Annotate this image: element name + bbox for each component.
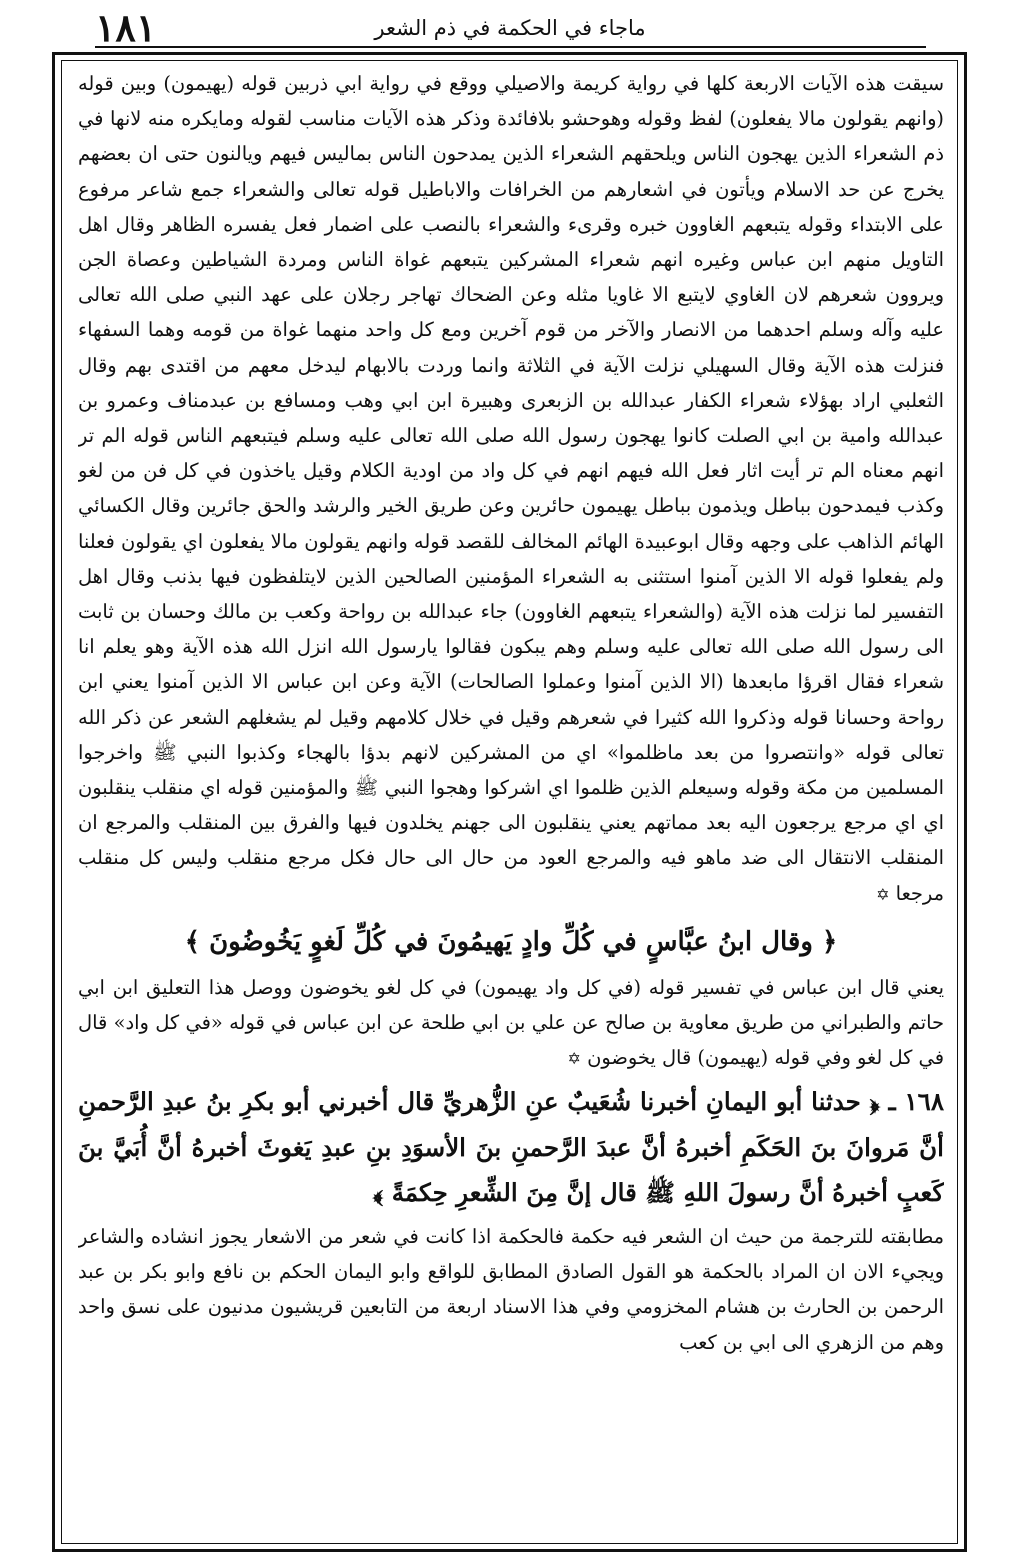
- bracket-close-icon: ﴾: [373, 1178, 384, 1208]
- heading-text: وقال ابنُ عبَّاسٍ في كُلِّ وادٍ يَهيمُونَ في كُلِّ لَغوٍ يَخُوضُونَ: [209, 926, 813, 957]
- commentary-paragraph-3: [78, 1219, 944, 1360]
- bracket-open-icon: ﴿: [821, 926, 838, 957]
- commentary-text-2: يعني قال ابن عباس في تفسير قوله (في كل واد يهيمون) في كل لغو يخوضون ووصل هذا التعليق ابن ابي حاتم والطبراني من طريق معاوية بن صالح عن علي بن ابي طلحة عن ابن عباس في قوله «في كل واد» قال في كل لغو وفي قوله (يهيمون) قال يخوضون: [78, 975, 944, 1070]
- hadith-block: ١٦٨ ـ ﴿ حدثنا أبو اليمانِ أخبرنا شُعَيبٌ عنِ الزُّهريِّ قال أخبرني أبو بكرِ بنُ عبدِ الرَّحمنِ أنَّ مَروانَ بنَ الحَكَمِ أخبرهُ أنَّ عبدَ الرَّحمنِ بنَ الأسوَدِ بنِ عبدِ يَغوثَ أخبرهُ أنَّ أُبَيَّ بنَ كَعبٍ أخبرهُ أنَّ رسولَ اللهِ ﷺ قال إنَّ مِنَ الشِّعرِ حِكمَةً ﴾: [78, 1087, 944, 1208]
- hadith-number: ١٦٨: [904, 1087, 944, 1117]
- section-heading: [78, 918, 944, 966]
- page-body: [78, 66, 944, 1536]
- header-rule: [95, 46, 926, 48]
- star-icon: ✡: [876, 884, 890, 904]
- commentary-text-3: مطابقته للترجمة من حيث ان الشعر فيه حكمة فالحكمة اذا كانت في شعر من الاشعار يجوز انشاده والشاعر ويجيء الان ان المراد بالحكمة هو القول الصادق المطابق للواقع وابو اليمان الحكم بن نافع وابو بكر بن عبد الرحمن بن الحارث بن هشام المخزومي وفي هذا الاسناد اربعة من التابعين قريشيون مدنيون على نسق واحد وهم من الزهري الى ابي بن كعب: [78, 1224, 944, 1354]
- page-header: [0, 0, 1021, 52]
- star-icon: ✡: [567, 1049, 581, 1069]
- commentary-paragraph: [78, 66, 944, 912]
- running-title: ماجاء في الحكمة في ذم الشعر: [374, 16, 646, 40]
- hadith-text: حدثنا أبو اليمانِ أخبرنا شُعَيبٌ عنِ الزُّهريِّ قال أخبرني أبو بكرِ بنُ عبدِ الرَّحمنِ أنَّ مَروانَ بنَ الحَكَمِ أخبرهُ أنَّ عبدَ الرَّحمنِ بنَ الأسوَدِ بنِ عبدِ يَغوثَ أخبرهُ أنَّ أُبَيَّ بنَ كَعبٍ أخبرهُ أنَّ رسولَ اللهِ ﷺ قال إنَّ مِنَ الشِّعرِ حِكمَةً: [78, 1087, 944, 1208]
- bracket-close-icon: ﴾: [184, 926, 200, 957]
- page-number: ١٨١: [95, 5, 157, 50]
- bracket-open-icon: ﴿: [869, 1087, 880, 1117]
- commentary-paragraph-2: [78, 970, 944, 1077]
- commentary-text: سيقت هذه الآيات الاربعة كلها في رواية كريمة والاصيلي ووقع في رواية ابي ذربين قوله (يهيمون) وبين قوله (وانهم يقولون مالا يفعلون) لفظ وقوله وهوحشو بلافائدة وذكر هذه الآيات مناسب لقوله ومايكره منه لانها في ذم الشعراء الذين يهجون الناس ويلحقهم الشعراء الذين يمدحون الناس بماليس فيهم ويالنون حتى ان بعضهم يخرج عن حد الاسلام ويأتون في اشعارهم من الخرافات والاباطيل قوله تعالى والشعراء جمع شاعر مرفوع على الابتداء وقوله يتبعهم الغاوون خبره وقرىء والشعراء بالنصب على اضمار فعل يفسره الظاهر وقال اهل التاويل منهم ابن عباس وغيره انهم شعراء المشركين يتبعهم غواة الناس ومردة الشياطين وعصاة الجن ويروون شعرهم لان الغاوي لايتبع الا غاويا مثله وعن الضحاك تهاجر رجلان على عهد النبي صلى الله تعالى عليه وآله وسلم احدهما من الانصار والآخر من قوم آخرين ومع كل واحد منهما غواة من قومه وهما السفهاء فنزلت هذه الآية وقال السهيلي نزلت الآية في الثلاثة وانما وردت بالابهام ليدخل معهم من اقتدى بهم وقال الثعلبي اراد بهؤلاء شعراء الكفار عبدالله بن الزبعرى وهبيرة ابن ابي وهب ومسافع بن عبدمناف وعمرو بن عبدالله وامية بن ابي الصلت كانوا يهجون رسول الله صلى الله تعالى عليه وسلم فيتبعهم الناس قوله الم تر انهم معناه الم تر أيت اثار فعل الله فيهم انهم في كل واد من اودية الكلام وقيل ياخذون في كل فن من لغو وكذب فيمدحون بباطل ويذمون بباطل يهيمون حائرين وعن طريق الخير والرشد والحق جائرين وقال الكسائي الهائم الذاهب على وجهه وقال ابوعبيدة الهائم المخالف للقصد قوله وانهم يقولون مالا يفعلون اي يقولون فعلنا ولم يفعلوا قوله الا الذين آمنوا استثنى به الشعراء المؤمنين الصالحين الذين لايتلفظون فيها بذنب وقال اهل التفسير لما نزلت هذه الآية (والشعراء يتبعهم الغاوون) جاء عبدالله بن رواحة وكعب بن مالك وحسان بن ثابت الى رسول الله صلى الله تعالى عليه وسلم وهم يبكون فقالوا يارسول الله انزل الله هذه الآية وهو يعلم انا شعراء فقال اقرؤا مابعدها (الا الذين آمنوا وعملوا الصالحات) الآية وعن ابن عباس الا الذين آمنوا يعني ابن رواحة وحسانا قوله وذكروا الله كثيرا في شعرهم وقيل في خلال كلامهم وقيل لم يشغلهم الشعر عن ذكر الله تعالى قوله «وانتصروا من بعد ماظلموا» اي من المشركين لانهم بدؤا بالهجاء وكذبوا النبي ﷺ واخرجوا المسلمين من مكة وقوله وسيعلم الذين ظلموا اي اشركوا وهجوا النبي ﷺ والمؤمنين قوله اي منقلب ينقلبون اي اي مرجع يرجعون اليه بعد مماتهم يعني ينقلبون الى جهنم يخلدون فيها والفرق بين المنقلب والمرجع ان المنقلب الانتقال الى ضد ماهو فيه والمرجع العود من حال الى حال فكل مرجع منقلب وليس كل منقلب مرجعا: [78, 72, 944, 905]
